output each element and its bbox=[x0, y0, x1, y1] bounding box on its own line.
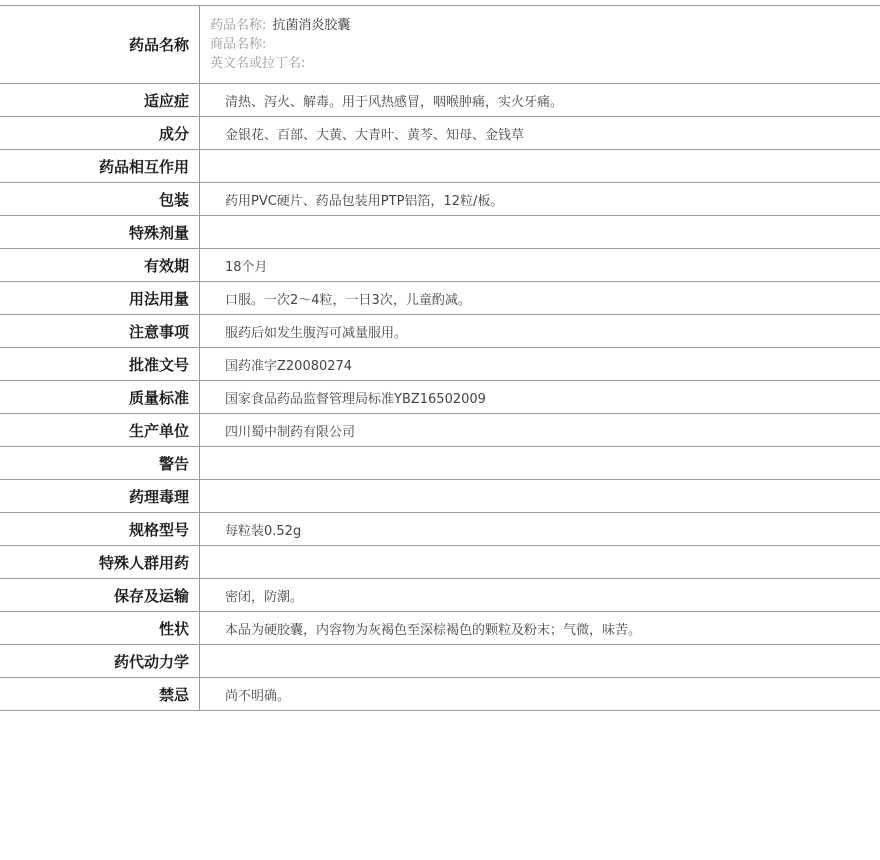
row-value: 国药准字Z20080274 bbox=[225, 358, 353, 374]
row-value: 清热、泻火、解毒。用于风热感冒，咽喉肿痛，实火牙痛。 bbox=[225, 94, 564, 110]
table-row bbox=[0, 183, 880, 216]
row-label: 保存及运输 bbox=[0, 579, 200, 611]
row-label: 用法用量 bbox=[0, 282, 200, 314]
row-value: 18个月 bbox=[225, 259, 268, 275]
table-row bbox=[0, 348, 880, 381]
row-value: 密闭，防潮。 bbox=[225, 589, 304, 605]
row-value: 尚不明确。 bbox=[225, 688, 291, 704]
name-key: 商品名称: bbox=[210, 37, 267, 52]
row-label: 药品相互作用 bbox=[0, 150, 200, 182]
row-value: 药用PVC硬片、药品包装用PTP铝箔，12粒/板。 bbox=[225, 193, 504, 209]
row-label: 成分 bbox=[0, 117, 200, 149]
row-value bbox=[200, 480, 880, 512]
row-value: 国家食品药品监督管理局标准YBZ16502009 bbox=[225, 391, 486, 407]
drug-name-row bbox=[0, 6, 880, 84]
table-row bbox=[0, 315, 880, 348]
table-row bbox=[0, 84, 880, 117]
trade-name-line bbox=[210, 35, 880, 54]
row-label: 药理毒理 bbox=[0, 480, 200, 512]
table-row bbox=[0, 447, 880, 480]
row-value bbox=[200, 216, 880, 248]
table-row bbox=[0, 480, 880, 513]
table-row bbox=[0, 249, 880, 282]
row-label: 包装 bbox=[0, 183, 200, 215]
drug-info-rows bbox=[0, 84, 880, 711]
english-name-line bbox=[210, 54, 880, 73]
row-label: 药品名称 bbox=[0, 6, 200, 83]
row-label: 适应症 bbox=[0, 84, 200, 116]
row-label: 药代动力学 bbox=[0, 645, 200, 677]
row-label: 生产单位 bbox=[0, 414, 200, 446]
row-label: 特殊剂量 bbox=[0, 216, 200, 248]
table-row bbox=[0, 414, 880, 447]
row-value: 口服。一次2～4粒，一日3次，儿童酌减。 bbox=[225, 292, 471, 308]
row-label: 警告 bbox=[0, 447, 200, 479]
table-row bbox=[0, 282, 880, 315]
table-row bbox=[0, 117, 880, 150]
table-row bbox=[0, 612, 880, 645]
name-key: 药品名称: bbox=[210, 18, 267, 33]
row-value bbox=[200, 150, 880, 182]
name-key: 英文名或拉丁名: bbox=[210, 56, 306, 71]
row-label: 注意事项 bbox=[0, 315, 200, 347]
table-row bbox=[0, 381, 880, 414]
name-value: 抗菌消炎胶囊 bbox=[272, 18, 351, 33]
generic-name-line bbox=[210, 16, 880, 35]
row-value bbox=[200, 645, 880, 677]
row-value bbox=[200, 447, 880, 479]
row-value bbox=[200, 546, 880, 578]
table-row bbox=[0, 645, 880, 678]
row-label: 禁忌 bbox=[0, 678, 200, 710]
drug-name-values bbox=[200, 6, 880, 83]
row-value: 金银花、百部、大黄、大青叶、黄芩、知母、金钱草 bbox=[225, 127, 525, 143]
table-row bbox=[0, 546, 880, 579]
row-label: 批准文号 bbox=[0, 348, 200, 380]
row-value: 四川蜀中制药有限公司 bbox=[225, 424, 356, 440]
table-row bbox=[0, 678, 880, 711]
table-row bbox=[0, 513, 880, 546]
table-row bbox=[0, 150, 880, 183]
row-label: 有效期 bbox=[0, 249, 200, 281]
drug-info-table bbox=[0, 5, 880, 711]
row-label: 特殊人群用药 bbox=[0, 546, 200, 578]
row-value: 每粒装0.52g bbox=[225, 523, 302, 539]
table-row bbox=[0, 579, 880, 612]
row-value: 本品为硬胶囊，内容物为灰褐色至深棕褐色的颗粒及粉末；气微，味苦。 bbox=[225, 622, 642, 638]
row-value: 服药后如发生腹泻可减量服用。 bbox=[225, 325, 408, 341]
row-label: 质量标准 bbox=[0, 381, 200, 413]
row-label: 性状 bbox=[0, 612, 200, 644]
table-row bbox=[0, 216, 880, 249]
row-label: 规格型号 bbox=[0, 513, 200, 545]
